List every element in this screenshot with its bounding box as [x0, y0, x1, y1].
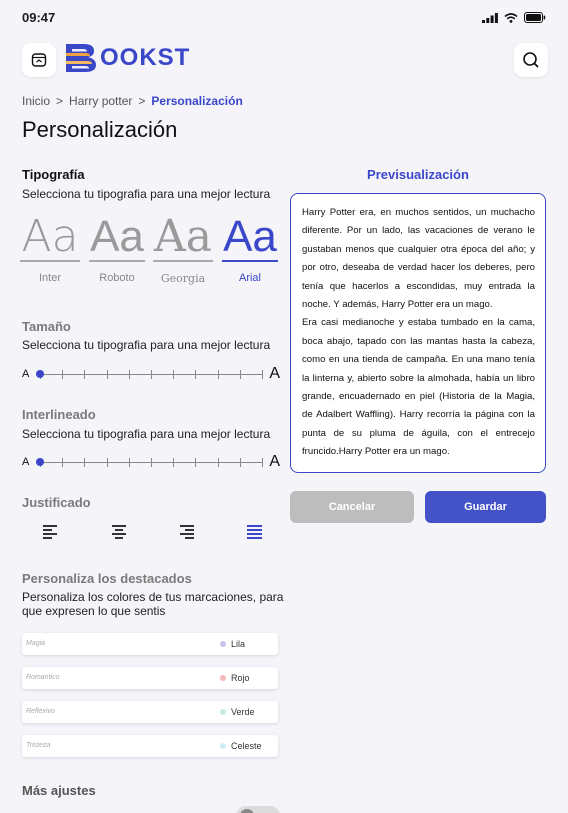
size-title: Tamaño: [22, 319, 71, 334]
highlight-input-placeholder[interactable]: Magia: [26, 640, 46, 647]
line-height-slider-tick[interactable]: [62, 458, 63, 467]
bookst-logo-b-icon: [64, 42, 98, 74]
search-button[interactable]: [514, 43, 548, 77]
size-slider-tick[interactable]: [151, 370, 152, 379]
line-height-slider-tick[interactable]: [195, 458, 196, 467]
signal-icon: [482, 13, 498, 23]
color-dot[interactable]: [220, 675, 226, 681]
size-slider-tick[interactable]: [173, 370, 174, 379]
highlights-subtitle-line2: que expresen lo que sentis: [22, 604, 166, 618]
line-height-slider-tick[interactable]: [107, 458, 108, 467]
size-slider-max-label: A: [269, 365, 280, 382]
line-height-subtitle: Selecciona tu tipografia para una mejor lectura: [22, 427, 271, 441]
justify-title: Justificado: [22, 495, 91, 510]
line-height-slider-tick[interactable]: [151, 458, 152, 467]
align-center-button[interactable]: [111, 524, 127, 538]
typography-subtitle: Selecciona tu tipografia para una mejor lectura: [22, 187, 271, 201]
font-sample-georgia: Aa: [154, 211, 213, 262]
font-name-georgia: Georgia: [160, 272, 206, 285]
preview-title: Previsualización: [367, 167, 469, 182]
size-slider-tick[interactable]: [262, 370, 263, 379]
line-height-slider-thumb[interactable]: [36, 458, 44, 466]
library-icon: [31, 52, 47, 68]
size-slider-tick[interactable]: [129, 370, 130, 379]
color-dot[interactable]: [220, 743, 226, 749]
highlight-row-romantico[interactable]: [22, 667, 278, 689]
breadcrumb-home[interactable]: Inicio: [22, 94, 51, 108]
preview-box: [290, 193, 546, 473]
highlights-subtitle-line1: Personaliza los colores de tus marcaciones, para: [22, 590, 284, 604]
color-dot[interactable]: [220, 709, 226, 715]
font-option-inter[interactable]: [20, 211, 80, 284]
size-slider-tick[interactable]: [84, 370, 85, 379]
size-slider-tick[interactable]: [195, 370, 196, 379]
align-left-button[interactable]: [43, 524, 59, 538]
wifi-icon: [504, 13, 518, 23]
line-height-slider-track[interactable]: [40, 462, 262, 463]
search-icon: [522, 51, 540, 69]
highlight-row-tristeza[interactable]: [22, 735, 278, 757]
battery-icon: [524, 12, 546, 23]
status-time: 09:47: [22, 10, 56, 25]
highlight-input-placeholder[interactable]: Tristeza: [26, 742, 51, 749]
breadcrumb-current: Personalización: [151, 94, 243, 108]
breadcrumb-separator: >: [138, 94, 146, 108]
line-height-slider-tick[interactable]: [262, 458, 263, 467]
library-button[interactable]: [22, 43, 56, 77]
line-height-slider-tick[interactable]: [129, 458, 130, 467]
breadcrumb: [22, 94, 243, 108]
font-option-roboto[interactable]: [87, 214, 147, 284]
line-height-slider-max-label: A: [269, 453, 280, 470]
font-name-roboto: Roboto: [99, 272, 135, 284]
size-slider-tick[interactable]: [218, 370, 219, 379]
size-slider-tick[interactable]: [240, 370, 241, 379]
typography-title: Tipografía: [22, 167, 85, 182]
bookst-logo-text: OOKST: [100, 44, 191, 71]
size-slider-min-label: A: [22, 368, 30, 380]
bookst-logo: [64, 42, 190, 74]
align-right-button[interactable]: [179, 524, 195, 538]
font-sample-arial: Aa: [223, 212, 277, 261]
line-height-slider-tick[interactable]: [218, 458, 219, 467]
highlight-input-placeholder[interactable]: Romantico: [26, 674, 60, 681]
line-height-title: Interlineado: [22, 407, 96, 422]
color-name: Verde: [231, 707, 255, 717]
line-height-slider-min-label: A: [22, 456, 30, 468]
line-height-slider-tick[interactable]: [240, 458, 241, 467]
font-sample-roboto: Aa: [90, 212, 144, 261]
highlight-row-reflexivo[interactable]: [22, 701, 278, 723]
color-name: Lila: [231, 639, 246, 649]
line-height-slider-tick[interactable]: [84, 458, 85, 467]
status-icons: [482, 12, 546, 23]
font-option-arial[interactable]: [220, 214, 280, 284]
line-height-slider-tick[interactable]: [173, 458, 174, 467]
highlight-input-placeholder[interactable]: Reflexivo: [26, 708, 55, 715]
color-name: Rojo: [231, 673, 250, 683]
more-settings-title: Más ajustes: [22, 783, 96, 798]
breadcrumb-separator: >: [56, 94, 64, 108]
size-slider-track[interactable]: [40, 374, 262, 375]
font-name-inter: Inter: [38, 272, 61, 284]
font-option-georgia[interactable]: [153, 211, 213, 285]
size-slider-tick[interactable]: [62, 370, 63, 379]
save-button[interactable]: Guardar: [425, 491, 546, 523]
breadcrumb-book[interactable]: Harry potter: [69, 94, 133, 108]
line-height-slider[interactable]: [22, 453, 280, 473]
size-subtitle: Selecciona tu tipografia para una mejor lectura: [22, 338, 271, 352]
highlights-title: Personaliza los destacados: [22, 571, 192, 586]
size-slider-thumb[interactable]: [36, 370, 44, 378]
size-slider-tick[interactable]: [107, 370, 108, 379]
preview-paragraph: Harry Potter era, en muchos sentidos, un muchacho diferente. Por un lado, las vacaciones de verano le gustaban menos que cualquier otra época del año; y por otro, deseaba de verdad hacer los deberes, pero tenía que hacerlos a escondidas, muy entrada la noche. Y además, Harry Potter era un mago.: [302, 207, 535, 311]
align-justify-button[interactable]: [247, 524, 263, 538]
font-sample-inter: Aa: [21, 211, 79, 262]
color-name: Celeste: [231, 741, 262, 751]
more-settings-toggle[interactable]: [236, 806, 280, 813]
color-dot[interactable]: [220, 641, 226, 647]
size-slider[interactable]: [22, 365, 280, 385]
cancel-button[interactable]: Cancelar: [290, 491, 414, 523]
font-name-arial: Arial: [238, 272, 261, 284]
highlight-row-magia[interactable]: [22, 633, 278, 655]
page-title: Personalización: [22, 117, 178, 142]
preview-paragraph: Era casi medianoche y estaba tumbado en la cama, boca abajo, tapado con las mantas hasta la cabeza, como en una tienda de campaña. En una mano tenía la linterna y, abierto sobre la almohada, había un libro grande, encuadernado en piel (Historia de la Magia, de Adalbert Waffling). Harry recorría la página con la punta de su pluma de águila, con el entrecejo fruncido.Harry Potter era un mago.: [302, 317, 535, 458]
